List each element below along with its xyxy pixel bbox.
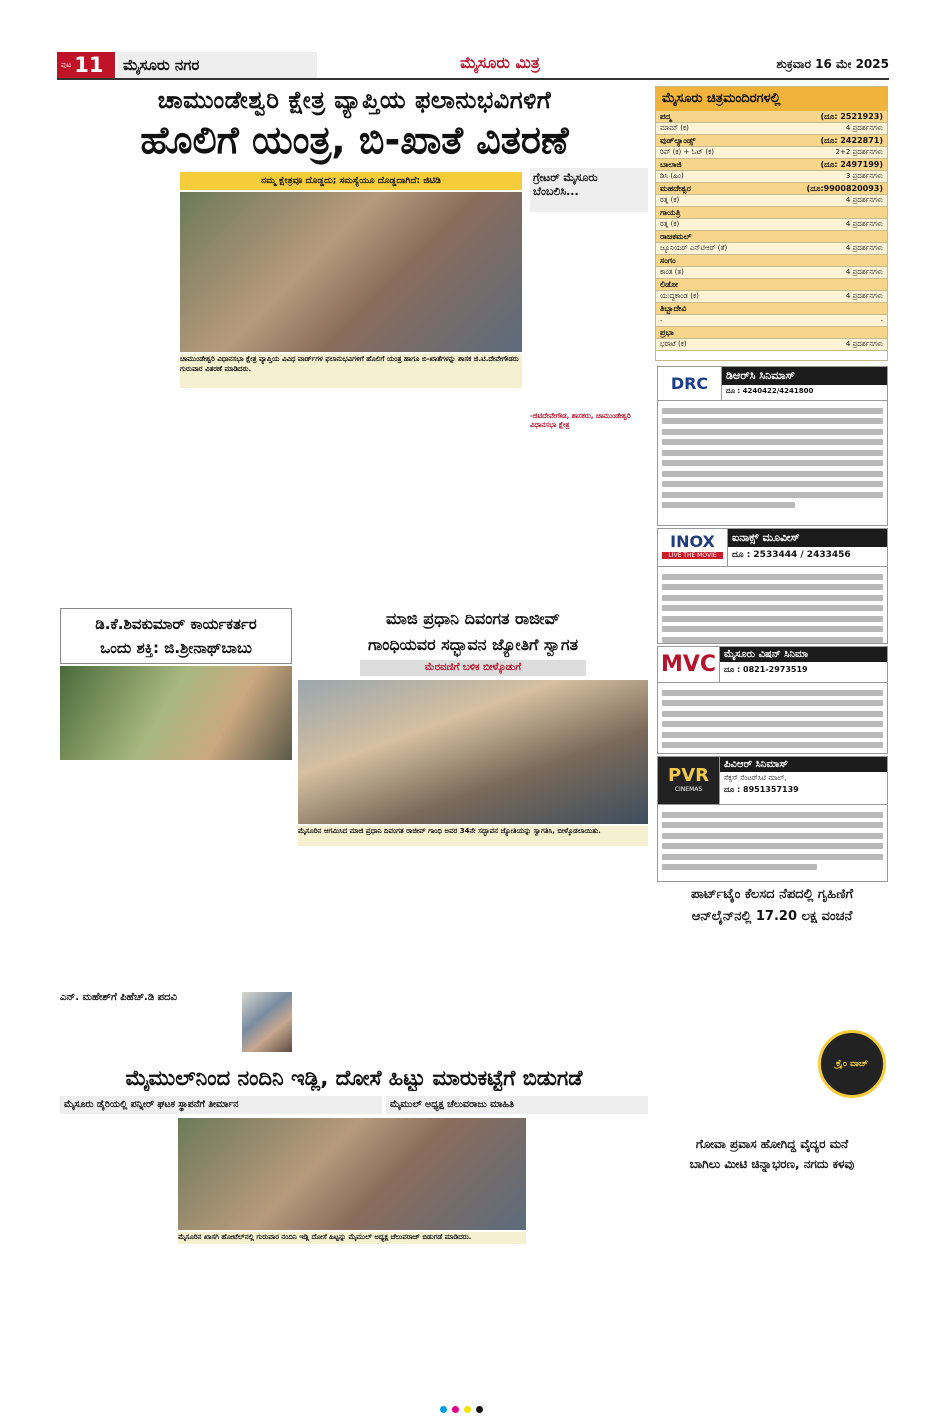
story2-body-col2 xyxy=(178,762,291,990)
theatre-name: ವುಡ್‌ಲ್ಯಾಂಡ್ಸ್ xyxy=(660,135,696,145)
theatre-name: ಸಂಗಂ xyxy=(660,255,676,265)
theatre-name: ಮಹದೇಶ್ವರ xyxy=(660,183,691,193)
theatre-row xyxy=(656,279,887,291)
story4-headline: ಮೈಮುಲ್‌ನಿಂದ ನಂದಿನಿ ಇಡ್ಲಿ, ದೋಸೆ ಹಿಟ್ಟು ಮಾರುಕಟ್ಟೆಗೆ ಬಿಡುಗಡೆ xyxy=(125,1066,583,1090)
story2-headline-line2: ಒಂದು ಶಕ್ತಿ: ಜಿ.ಶ್ರೀನಾಥ್‌ಬಾಬು xyxy=(100,639,252,657)
film-title: ಜ್ಯೂನಿಯರ್ ಎನ್‌ಟಿಆರ್ (ತೆ) xyxy=(660,244,728,252)
story3-subhead: ಮೆರವಣಿಗೆ ಬಳಿಕ ಬೀಳ್ಕೊಡುಗೆ xyxy=(360,660,586,676)
pvr-name: ಪಿವಿಆರ್ ಸಿನಿಮಾಸ್ xyxy=(720,757,887,772)
theatre-phone: (ದೂ: 2422871) xyxy=(820,135,883,145)
pvr-logo: PVR xyxy=(668,765,709,786)
theatre-name: ಪದ್ಮ xyxy=(660,111,672,121)
theatre-phone: (ದೂ:9900820093) xyxy=(806,183,883,193)
story4-caption: ಮೈಸೂರಿನ ಖಾಸಗಿ ಹೋಟೆಲ್‌ನಲ್ಲಿ ಗುರುವಾರ ನಂದಿನಿ ಇಡ್ಲಿ ದೋಸೆ ಹಿಟ್ಟನ್ನು ಮೈಮುಲ್ ಅಧ್ಯಕ್ಷ ಚೆಲುವರಾಜ್ ಬಿಡುಗಡೆ ಮಾಡಿದರು. xyxy=(178,1232,526,1244)
theatre-row xyxy=(656,207,887,219)
story2-body-col1 xyxy=(60,762,173,990)
story6-headline xyxy=(656,1134,888,1174)
story3-photo xyxy=(298,680,648,824)
theatre-name: ತಿಬ್ಬಾದೇವಿ xyxy=(660,303,687,313)
drc-name: ಡಿಆರ್‌ಸಿ ಸಿನಿಮಾಸ್ xyxy=(722,367,887,385)
story4-body-col2 xyxy=(178,1246,290,1390)
film-title: - xyxy=(660,316,663,325)
crime-watch-label: ಕ್ರೈಂ ವಾಚ್ xyxy=(836,1059,868,1069)
section-name: ಮೈಸೂರು ನಗರ xyxy=(117,52,317,78)
story4-sub1: ಮೈಸೂರು ಡೈರಿಯಲ್ಲಿ ಪನ್ನೀರ್ ಘಟಕ ಸ್ಥಾಪನೆಗೆ ತೀರ್ಮಾನ xyxy=(60,1096,382,1114)
inox-name: ಐನಾಕ್ಸ್ ಮೂವೀಸ್ xyxy=(728,529,887,547)
theatre-row xyxy=(656,159,887,171)
side-story-signoff: -ಜಿಟಿದೇವೇಗೌಡ, ಶಾಸಕರು, ಚಾಮುಂಡೇಶ್ವರಿ ವಿಧಾನಸಭಾ ಕ್ಷೇತ್ರ xyxy=(530,412,631,429)
film-title: ರತ್ನ (ಕ) xyxy=(660,196,680,204)
film-title: ರತ್ನ (ಕ) xyxy=(660,220,680,228)
story4-photo xyxy=(178,1118,526,1230)
film-title: ಕಾಂತ (ತ) xyxy=(660,268,684,276)
theatre-row xyxy=(656,183,887,195)
show-count: 2+2 ಪ್ರದರ್ಶನಗಳು xyxy=(835,148,883,156)
story3-body-col1 xyxy=(298,848,410,1058)
story2-headline-line1: ಡಿ.ಕೆ.ಶಿವಕುಮಾರ್ ಕಾರ್ಯಕರ್ತರ xyxy=(95,615,257,633)
story6-headline-line2: ಬಾಗಿಲು ಮೀಟಿ ಚಿನ್ನಾಭರಣ, ನಗದು ಕಳವು xyxy=(689,1157,855,1171)
lead-kicker: ಚಾಮುಂಡೇಶ್ವರಿ ಕ್ಷೇತ್ರ ವ್ಯಾಪ್ತಿಯ ಫಲಾನುಭವಿಗಳಿಗೆ xyxy=(157,86,552,114)
story6-headline-line1: ಗೋವಾ ಪ್ರವಾಸ ಹೋಗಿದ್ದ ವೈದ್ಯರ ಮನೆ xyxy=(695,1137,849,1151)
lead-body-col2 xyxy=(180,390,292,600)
show-count: 4 ಪ್ರದರ್ಶನಗಳು xyxy=(845,220,883,228)
show-count: 4 ಪ್ರದರ್ಶನಗಳು xyxy=(845,196,883,204)
side-story-body2 xyxy=(530,442,648,602)
pvr-address: ನೆಕ್ಸಸ್ ಸೆಂಟರ್‌ಸಿಟಿ ಮಾಲ್, xyxy=(724,774,787,782)
film-title: ರಿಪ್ (ಕ) + ಓಟ್ (ಕ) xyxy=(660,148,714,156)
theatre-list xyxy=(656,111,887,351)
page-number-box xyxy=(57,52,115,78)
theatre-name: ಪ್ರಭಾ xyxy=(660,327,674,337)
show-count: 4 ಪ್ರದರ್ಶನಗಳು xyxy=(845,244,883,252)
pvr-box xyxy=(657,756,888,882)
theatre-show-row xyxy=(656,171,887,183)
theatre-phone: (ದೂ: 2521923) xyxy=(820,111,883,121)
brief-headline: ಎನ್. ಮಹೇಶ್‌ಗೆ ಪಿಹೆಚ್.ಡಿ ಪದವಿ xyxy=(60,992,177,1003)
show-count: 3 ಪ್ರದರ್ಶನಗಳು xyxy=(845,172,883,180)
film-title: ಡಿಸಿ (ಹಿಂ) xyxy=(660,172,684,180)
story4-body-col4 xyxy=(414,1246,526,1390)
brief-photo xyxy=(242,992,292,1052)
inox-tagline: LIVE THE MOVIE xyxy=(662,552,723,559)
story3-headline xyxy=(298,606,648,658)
theatre-name: ಬಾಲಾಜಿ xyxy=(660,159,682,169)
lead-photo xyxy=(180,192,522,352)
lead-headline: ಹೊಲಿಗೆ ಯಂತ್ರ, ಬಿ-ಖಾತೆ ವಿತರಣೆ xyxy=(140,118,569,162)
show-count: 4 ಪ್ರದರ್ಶನಗಳು xyxy=(845,124,883,132)
story3-caption: ಮೈಸೂರಿನ ಆಗಮಿಸಿದ ಮಾಜಿ ಪ್ರಧಾನಿ ದಿವಂಗತ ರಾಜೀವ್ ಗಾಂಧಿ ಅವರ 34ನೇ ಸದ್ಭಾವನ ಜ್ಯೋತಿಯನ್ನು ಸ್ವಾಗತಿಸಿ, ಬೀಳ್ಕೊಡಲಾಯಿತು. xyxy=(298,826,648,846)
cinema-title: ಮೈಸೂರು ಚಿತ್ರಮಂದಿರಗಳಲ್ಲಿ xyxy=(656,87,887,111)
drc-box xyxy=(657,366,888,526)
story5-headline-line1: ಪಾರ್ಟ್‌ಟೈಂ ಕೆಲಸದ ನೆಪದಲ್ಲಿ ಗೃಹಿಣಿಗೆ xyxy=(691,887,853,902)
page-number: 11 xyxy=(74,53,104,77)
story4-sub2: ಮೈಮುಲ್ ಅಧ್ಯಕ್ಷ ಚೆಲುವರಾಜು ಮಾಹಿತಿ xyxy=(386,1096,648,1114)
lead-caption: ಚಾಮುಂಡೇಶ್ವರಿ ವಿಧಾನಸಭಾ ಕ್ಷೇತ್ರ ವ್ಯಾಪ್ತಿಯ ವಿವಿಧ ವಾರ್ಡ್‌ಗಳ ಫಲಾನುಭವಿಗಳಿಗೆ ಹೊಲಿಗೆ ಯಂತ್ರ ಹಾಗೂ ಬಿ-ಖಾತೆಗಳನ್ನು ಶಾಸಕ ಜಿ.ಟಿ.ದೇವೇಗೌಡರು ಗುರುವಾರ ವಿತರಣೆ ಮಾಡಿದರು. xyxy=(180,354,522,388)
crime-watch-badge xyxy=(818,1030,886,1098)
drc-phone: ದೂ : 4240422/4241800 xyxy=(726,387,814,395)
story3-headline-line1: ಮಾಜಿ ಪ್ರಧಾನಿ ದಿವಂಗತ ರಾಜೀವ್ xyxy=(386,609,560,628)
theatre-show-row xyxy=(656,243,887,255)
lead-body-col4 xyxy=(412,390,524,600)
theatre-row xyxy=(656,231,887,243)
theatre-row xyxy=(656,303,887,315)
theatre-show-row xyxy=(656,195,887,207)
pvr-tagline: CINEMAS xyxy=(674,786,703,793)
inox-logo: INOX xyxy=(670,532,715,551)
story2-photo xyxy=(60,666,292,760)
paper-name: ಮೈಸೂರು ಮಿತ್ರ xyxy=(460,53,540,72)
cinema-listing xyxy=(655,86,888,361)
mvc-phone: ದೂ : 0821-2973519 xyxy=(724,665,808,674)
story5-headline-line2: ಆನ್‌ಲೈನ್‌ನಲ್ಲಿ 17.20 ಲಕ್ಷ ವಂಚನೆ xyxy=(691,909,853,924)
theatre-show-row xyxy=(656,219,887,231)
theatre-row xyxy=(656,111,887,123)
mvc-box xyxy=(657,646,888,754)
theatre-phone: (ದೂ: 2497199) xyxy=(820,159,883,169)
story4-body-col5 xyxy=(532,1118,648,1390)
story6-body-col1 xyxy=(656,1178,768,1390)
story3-body-col2 xyxy=(416,848,528,1058)
mvc-name: ಮೈಸೂರು ವಿಷನ್ ಸಿನಿಮಾ xyxy=(720,647,887,662)
theatre-name: ಲಿಡೋ xyxy=(660,279,678,289)
theatre-row xyxy=(656,327,887,339)
inox-phone: ದೂ : 2533444 / 2433456 xyxy=(732,550,851,560)
registration-marks xyxy=(440,1406,510,1414)
story2-headline xyxy=(60,608,292,664)
lead-body-col1 xyxy=(60,168,172,600)
film-title: ಭರಾಟೆ (ಕ) xyxy=(660,340,687,348)
story4-body-col3 xyxy=(296,1246,408,1390)
theatre-show-row xyxy=(656,339,887,351)
inox-box xyxy=(657,528,888,644)
show-count: 4 ಪ್ರದರ್ಶನಗಳು xyxy=(845,340,883,348)
story3-headline-line2: ಗಾಂಧಿಯವರ ಸದ್ಭಾವನ ಜ್ಯೋತಿಗೆ ಸ್ವಾಗತ xyxy=(367,635,579,654)
masthead xyxy=(57,50,889,80)
show-count: - xyxy=(880,316,883,325)
lead-subhead: ನಮ್ಮ ಕ್ಷೇತ್ರವೂ ದೊಡ್ಡದು; ಸಮಸ್ಯೆಯೂ ದೊಡ್ಡದಾಗಿದೆ: ಜಿಟಿಡಿ xyxy=(180,172,522,190)
theatre-show-row xyxy=(656,267,887,279)
film-title: ಮಾಮ್ (ಕ) xyxy=(660,124,689,132)
theatre-row xyxy=(656,135,887,147)
mvc-logo: MVC xyxy=(658,647,720,682)
theatre-show-row xyxy=(656,291,887,303)
side-story-title: ಗ್ರೇಟರ್ ಮೈಸೂರು ಬೆಂಬಲಿಸಿ... xyxy=(530,168,648,212)
theatre-name: ರಾಜಕಮಲ್ xyxy=(660,231,692,241)
drc-logo: DRC xyxy=(658,367,722,400)
lead-body-col3 xyxy=(296,390,408,600)
story3-body-col3 xyxy=(534,848,648,1058)
film-title: ಯುದ್ಧಕಾಂಡ (ಕ) xyxy=(660,292,699,300)
theatre-show-row xyxy=(656,315,887,327)
show-count: 4 ಪ್ರದರ್ಶನಗಳು xyxy=(845,292,883,300)
pvr-phone: ದೂ : 8951357139 xyxy=(724,785,799,794)
brief-body xyxy=(60,1006,238,1058)
story6-body-col2 xyxy=(776,1178,888,1390)
theatre-show-row xyxy=(656,147,887,159)
theatre-show-row xyxy=(656,123,887,135)
story5-headline xyxy=(656,884,888,928)
story4-body-col1 xyxy=(60,1118,172,1390)
show-count: 4 ಪ್ರದರ್ಶನಗಳು xyxy=(845,268,883,276)
side-story-body xyxy=(530,214,648,410)
issue-date: ಶುಕ್ರವಾರ 16 ಮೇ 2025 xyxy=(776,57,889,71)
page-label: ಪುಟ xyxy=(61,60,72,69)
theatre-name: ಗಾಯತ್ರಿ xyxy=(660,207,681,217)
theatre-row xyxy=(656,255,887,267)
